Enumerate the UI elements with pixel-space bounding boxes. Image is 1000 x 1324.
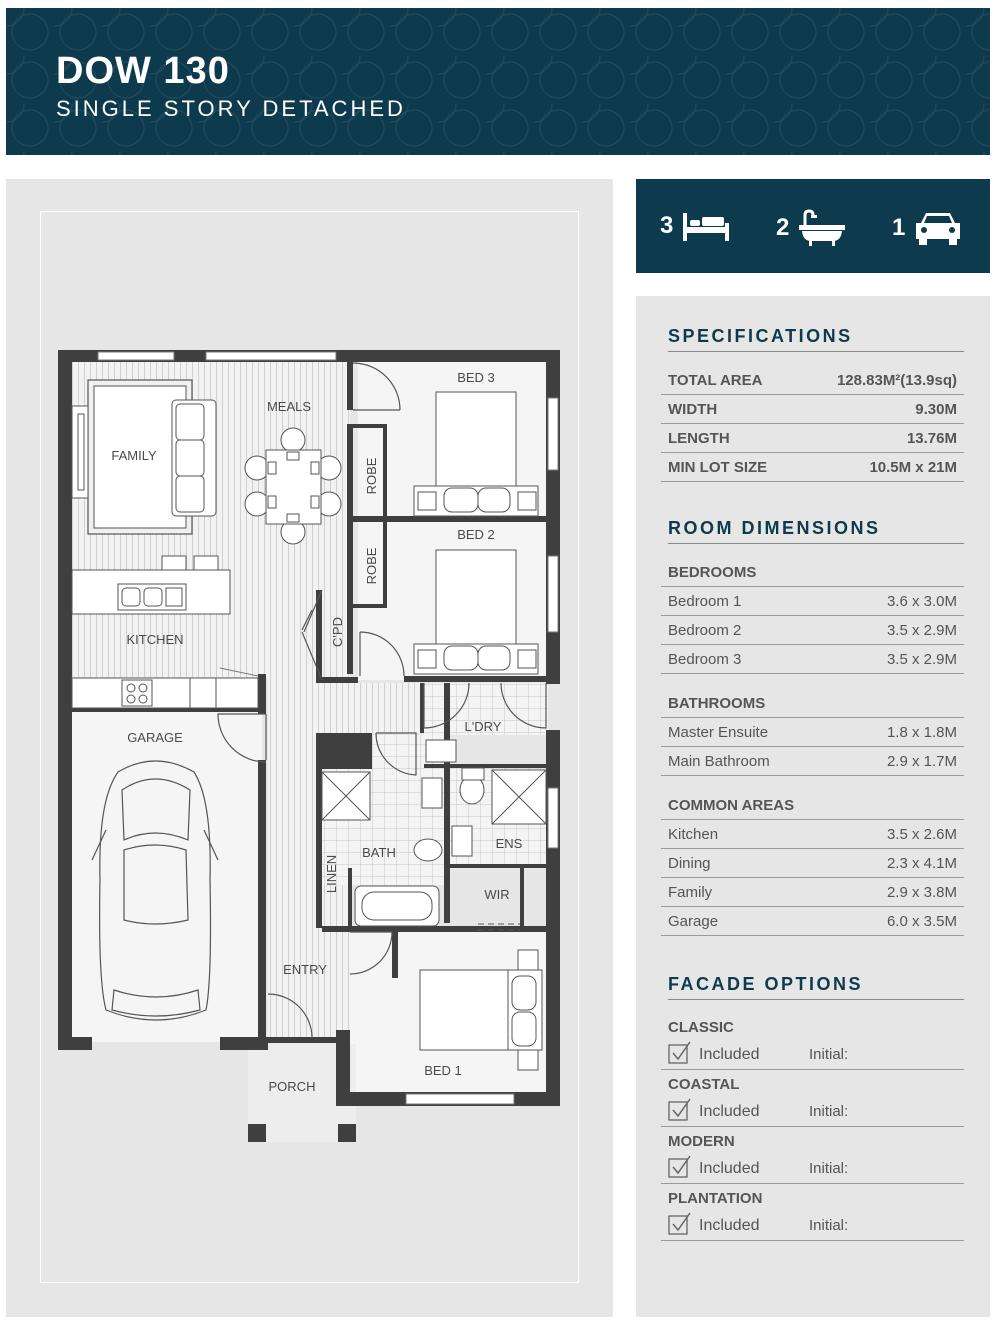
label-bed3: BED 3 bbox=[457, 370, 495, 385]
facade-initial: Initial: bbox=[809, 1160, 849, 1177]
floor-plan-panel bbox=[6, 179, 613, 1317]
facade-option bbox=[661, 1184, 964, 1241]
dimension-value: 3.5 x 2.9M bbox=[886, 650, 957, 668]
spec-value: 13.76M bbox=[906, 429, 957, 447]
dimension-label: Bedroom 2 bbox=[668, 621, 742, 639]
label-bath: BATH bbox=[362, 845, 396, 860]
bathrooms-subheading: BATHROOMS bbox=[661, 689, 964, 718]
facade-options-list bbox=[661, 1013, 964, 1241]
checkbox-icon[interactable] bbox=[668, 1212, 692, 1236]
facade-initial: Initial: bbox=[809, 1046, 849, 1063]
spec-label: TOTAL AREA bbox=[668, 371, 763, 389]
dimension-label: Bedroom 1 bbox=[668, 592, 742, 610]
dimension-label: Family bbox=[668, 883, 713, 901]
dimension-row bbox=[661, 587, 964, 616]
dimension-value: 3.5 x 2.6M bbox=[886, 825, 957, 843]
spec-value: 9.30M bbox=[915, 400, 957, 418]
spacer bbox=[661, 674, 964, 689]
hall2-floor bbox=[316, 683, 424, 733]
label-linen: LINEN bbox=[324, 854, 339, 894]
bathroom-count bbox=[776, 209, 847, 247]
dimension-row bbox=[661, 849, 964, 878]
spec-row bbox=[661, 424, 964, 453]
dimension-value: 2.9 x 1.7M bbox=[886, 752, 957, 770]
garage-count-value: 1 bbox=[892, 214, 906, 241]
dimension-label: Bedroom 3 bbox=[668, 650, 742, 668]
label-robe-bed3: ROBE bbox=[364, 457, 379, 495]
dimension-row bbox=[661, 878, 964, 907]
dimension-value: 2.9 x 3.8M bbox=[886, 883, 957, 901]
dimension-label: Main Bathroom bbox=[668, 752, 770, 770]
dimension-value: 3.5 x 2.9M bbox=[886, 621, 957, 639]
label-ensuite: ENS bbox=[495, 836, 523, 851]
spec-row bbox=[661, 366, 964, 395]
label-wir: WIR bbox=[484, 887, 510, 902]
header-banner bbox=[6, 8, 990, 155]
spacer bbox=[661, 776, 964, 791]
dimension-label: Garage bbox=[668, 912, 719, 930]
facade-option bbox=[661, 1127, 964, 1184]
spec-value: 128.83M²(13.9sq) bbox=[836, 371, 957, 389]
facade-name: MODERN bbox=[668, 1133, 735, 1150]
common-areas-subheading: COMMON AREAS bbox=[661, 791, 964, 820]
room-dimensions-table bbox=[661, 558, 964, 936]
facade-initial: Initial: bbox=[809, 1103, 849, 1120]
label-porch: PORCH bbox=[268, 1079, 316, 1094]
dimension-value: 2.3 x 4.1M bbox=[886, 854, 957, 872]
spec-label: WIDTH bbox=[668, 400, 718, 418]
label-robe-bed2: ROBE bbox=[364, 547, 379, 585]
facade-status: Included bbox=[699, 1046, 760, 1063]
facade-status: Included bbox=[699, 1217, 760, 1234]
dimension-row bbox=[661, 718, 964, 747]
page-title: DOW 130 bbox=[56, 50, 230, 92]
spec-label: LENGTH bbox=[668, 429, 730, 447]
dimension-row bbox=[661, 645, 964, 674]
label-family: FAMILY bbox=[111, 448, 157, 463]
feature-icons-panel bbox=[636, 179, 990, 273]
spec-label: MIN LOT SIZE bbox=[668, 458, 768, 476]
floor-plan bbox=[6, 179, 613, 1317]
label-laundry: L'DRY bbox=[464, 719, 502, 734]
label-cupboard: C'PD bbox=[330, 617, 345, 647]
bed-icon bbox=[681, 209, 731, 243]
dimension-row bbox=[661, 616, 964, 645]
dimension-row bbox=[661, 747, 964, 776]
specifications-heading: SPECIFICATIONS bbox=[668, 326, 964, 352]
facade-name: PLANTATION bbox=[668, 1190, 763, 1207]
spec-row bbox=[661, 453, 964, 482]
dimension-label: Dining bbox=[668, 854, 711, 872]
facade-option bbox=[661, 1013, 964, 1070]
checkbox-icon[interactable] bbox=[668, 1098, 692, 1122]
facade-option bbox=[661, 1070, 964, 1127]
label-bed2: BED 2 bbox=[457, 527, 495, 542]
dimension-value: 6.0 x 3.5M bbox=[886, 912, 957, 930]
dimension-label: Master Ensuite bbox=[668, 723, 769, 741]
bathroom-count-value: 2 bbox=[776, 214, 790, 241]
checkbox-icon[interactable] bbox=[668, 1041, 692, 1065]
dimension-value: 1.8 x 1.8M bbox=[886, 723, 957, 741]
page-subtitle: SINGLE STORY DETACHED bbox=[56, 96, 406, 121]
label-meals: MEALS bbox=[266, 399, 312, 414]
facade-name: COASTAL bbox=[668, 1076, 740, 1093]
label-bed1: BED 1 bbox=[424, 1063, 462, 1078]
dimension-value: 3.6 x 3.0M bbox=[886, 592, 957, 610]
car-icon bbox=[913, 209, 963, 247]
label-entry: ENTRY bbox=[283, 962, 327, 977]
facade-status: Included bbox=[699, 1103, 760, 1120]
facade-status: Included bbox=[699, 1160, 760, 1177]
specifications-table bbox=[661, 366, 964, 482]
garage-count bbox=[892, 209, 963, 247]
label-garage: GARAGE bbox=[127, 730, 183, 745]
dimension-label: Kitchen bbox=[668, 825, 719, 843]
dimension-row bbox=[661, 907, 964, 936]
specifications-panel bbox=[636, 296, 990, 1317]
room-dimensions-heading: ROOM DIMENSIONS bbox=[668, 518, 964, 544]
checkbox-icon[interactable] bbox=[668, 1155, 692, 1179]
facade-options-heading: FACADE OPTIONS bbox=[668, 974, 964, 1000]
bedrooms-subheading: BEDROOMS bbox=[661, 558, 964, 587]
facade-name: CLASSIC bbox=[668, 1019, 734, 1036]
dimension-row bbox=[661, 820, 964, 849]
bedroom-count bbox=[660, 209, 731, 243]
spec-value: 10.5M x 21M bbox=[869, 458, 957, 476]
label-kitchen: KITCHEN bbox=[126, 632, 184, 647]
spec-row bbox=[661, 395, 964, 424]
facade-initial: Initial: bbox=[809, 1217, 849, 1234]
bathtub-icon bbox=[797, 209, 847, 247]
bedroom-count-value: 3 bbox=[660, 212, 674, 239]
